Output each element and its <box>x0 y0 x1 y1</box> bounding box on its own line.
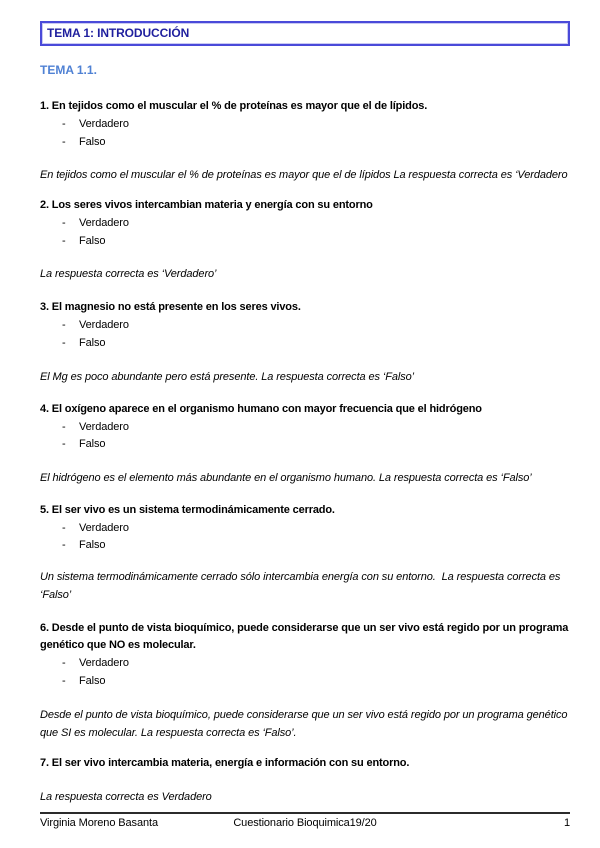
question-text: 4. El oxígeno aparece en el organismo humano con mayor frecuencia que el hidrógeno <box>40 402 482 415</box>
option-row <box>40 436 570 454</box>
question-block <box>40 401 570 487</box>
option-row <box>40 134 570 152</box>
question-block <box>40 197 570 283</box>
question-block <box>40 620 570 742</box>
dash-bullet: - <box>62 336 66 349</box>
option-row <box>40 419 570 437</box>
dash-bullet: - <box>62 217 66 230</box>
header-box <box>40 21 570 46</box>
option-row <box>40 317 570 335</box>
option-label: Falso <box>79 336 106 349</box>
dash-bullet: - <box>62 521 66 534</box>
question-text: 1. En tejidos como el muscular el % de proteínas es mayor que el de lípidos. <box>40 100 428 112</box>
option-row <box>40 233 570 251</box>
dash-bullet: - <box>62 656 66 669</box>
question-text: 7. El ser vivo intercambia materia, energía e información con su entorno. <box>40 757 410 770</box>
dash-bullet: - <box>62 674 66 687</box>
option-row <box>40 673 570 691</box>
page-footer <box>40 812 570 829</box>
answer-text: En tejidos como el muscular el % de proteínas es mayor que el de lípidos La respuesta correcta es ‘Verdadero <box>40 169 568 182</box>
options-list <box>40 520 570 555</box>
option-label: Verdadero <box>79 656 129 669</box>
dash-bullet: - <box>62 234 66 247</box>
option-label: Verdadero <box>79 217 129 230</box>
dash-bullet: - <box>62 319 66 332</box>
question-block <box>40 502 570 604</box>
option-row <box>40 537 570 555</box>
answer-text: La respuesta correcta es ‘Verdadero’ <box>40 268 217 281</box>
dash-bullet: - <box>62 420 66 433</box>
options-list <box>40 317 570 352</box>
dash-bullet: - <box>62 118 66 130</box>
question-text: 6. Desde el punto de vista bioquímico, puede considerarse que un ser vivo está regido por un programa genético que NO es molecular. <box>40 621 569 651</box>
options-list <box>40 655 570 690</box>
question-text: 3. El magnesio no está presente en los seres vivos. <box>40 301 301 314</box>
option-row <box>40 655 570 673</box>
dash-bullet: - <box>62 135 66 148</box>
question-block <box>40 755 570 806</box>
option-row <box>40 335 570 353</box>
option-label: Verdadero <box>79 118 129 130</box>
footer-author: Virginia Moreno Basanta <box>40 817 158 829</box>
question-block <box>40 98 570 184</box>
dash-bullet: - <box>62 539 66 552</box>
options-list <box>40 215 570 250</box>
option-label: Falso <box>79 135 106 148</box>
answer-text: El Mg es poco abundante pero está presente. La respuesta correcta es ‘Falso’ <box>40 370 414 383</box>
option-row <box>40 215 570 233</box>
option-label: Verdadero <box>79 521 129 534</box>
option-label: Falso <box>79 539 106 552</box>
question-block <box>40 299 570 385</box>
options-list <box>40 116 570 151</box>
option-label: Falso <box>79 438 106 451</box>
page-title: TEMA 1: INTRODUCCIÓN <box>47 26 190 40</box>
footer-page-number: 1 <box>563 817 570 829</box>
option-label: Falso <box>79 674 106 687</box>
option-label: Falso <box>79 234 106 247</box>
answer-text: El hidrógeno es el elemento más abundante en el organismo humano. La respuesta correcta es ‘Falso’ <box>40 471 532 484</box>
dash-bullet: - <box>62 438 66 451</box>
answer-text: Un sistema termodinámicamente cerrado sólo intercambia energía con su entorno. La respuesta correcta es ‘Falso’ <box>40 570 564 601</box>
question-text: 2. Los seres vivos intercambian materia y energía con su entorno <box>40 199 373 212</box>
option-row <box>40 520 570 538</box>
option-label: Verdadero <box>79 319 129 332</box>
options-list <box>40 419 570 454</box>
answer-text: La respuesta correcta es Verdadero <box>40 791 212 804</box>
section-title: TEMA 1.1. <box>40 63 97 77</box>
question-text: 5. El ser vivo es un sistema termodinámicamente cerrado. <box>40 503 335 516</box>
option-row <box>40 116 570 134</box>
answer-text: Desde el punto de vista bioquímico, puede considerarse que un ser vivo está regido por un programa genético que SI es molecular. La respuesta correcta es ‘Falso’. <box>40 709 571 740</box>
footer-doc-title: Cuestionario Bioquimica19/20 <box>233 817 377 829</box>
option-label: Verdadero <box>79 420 129 433</box>
